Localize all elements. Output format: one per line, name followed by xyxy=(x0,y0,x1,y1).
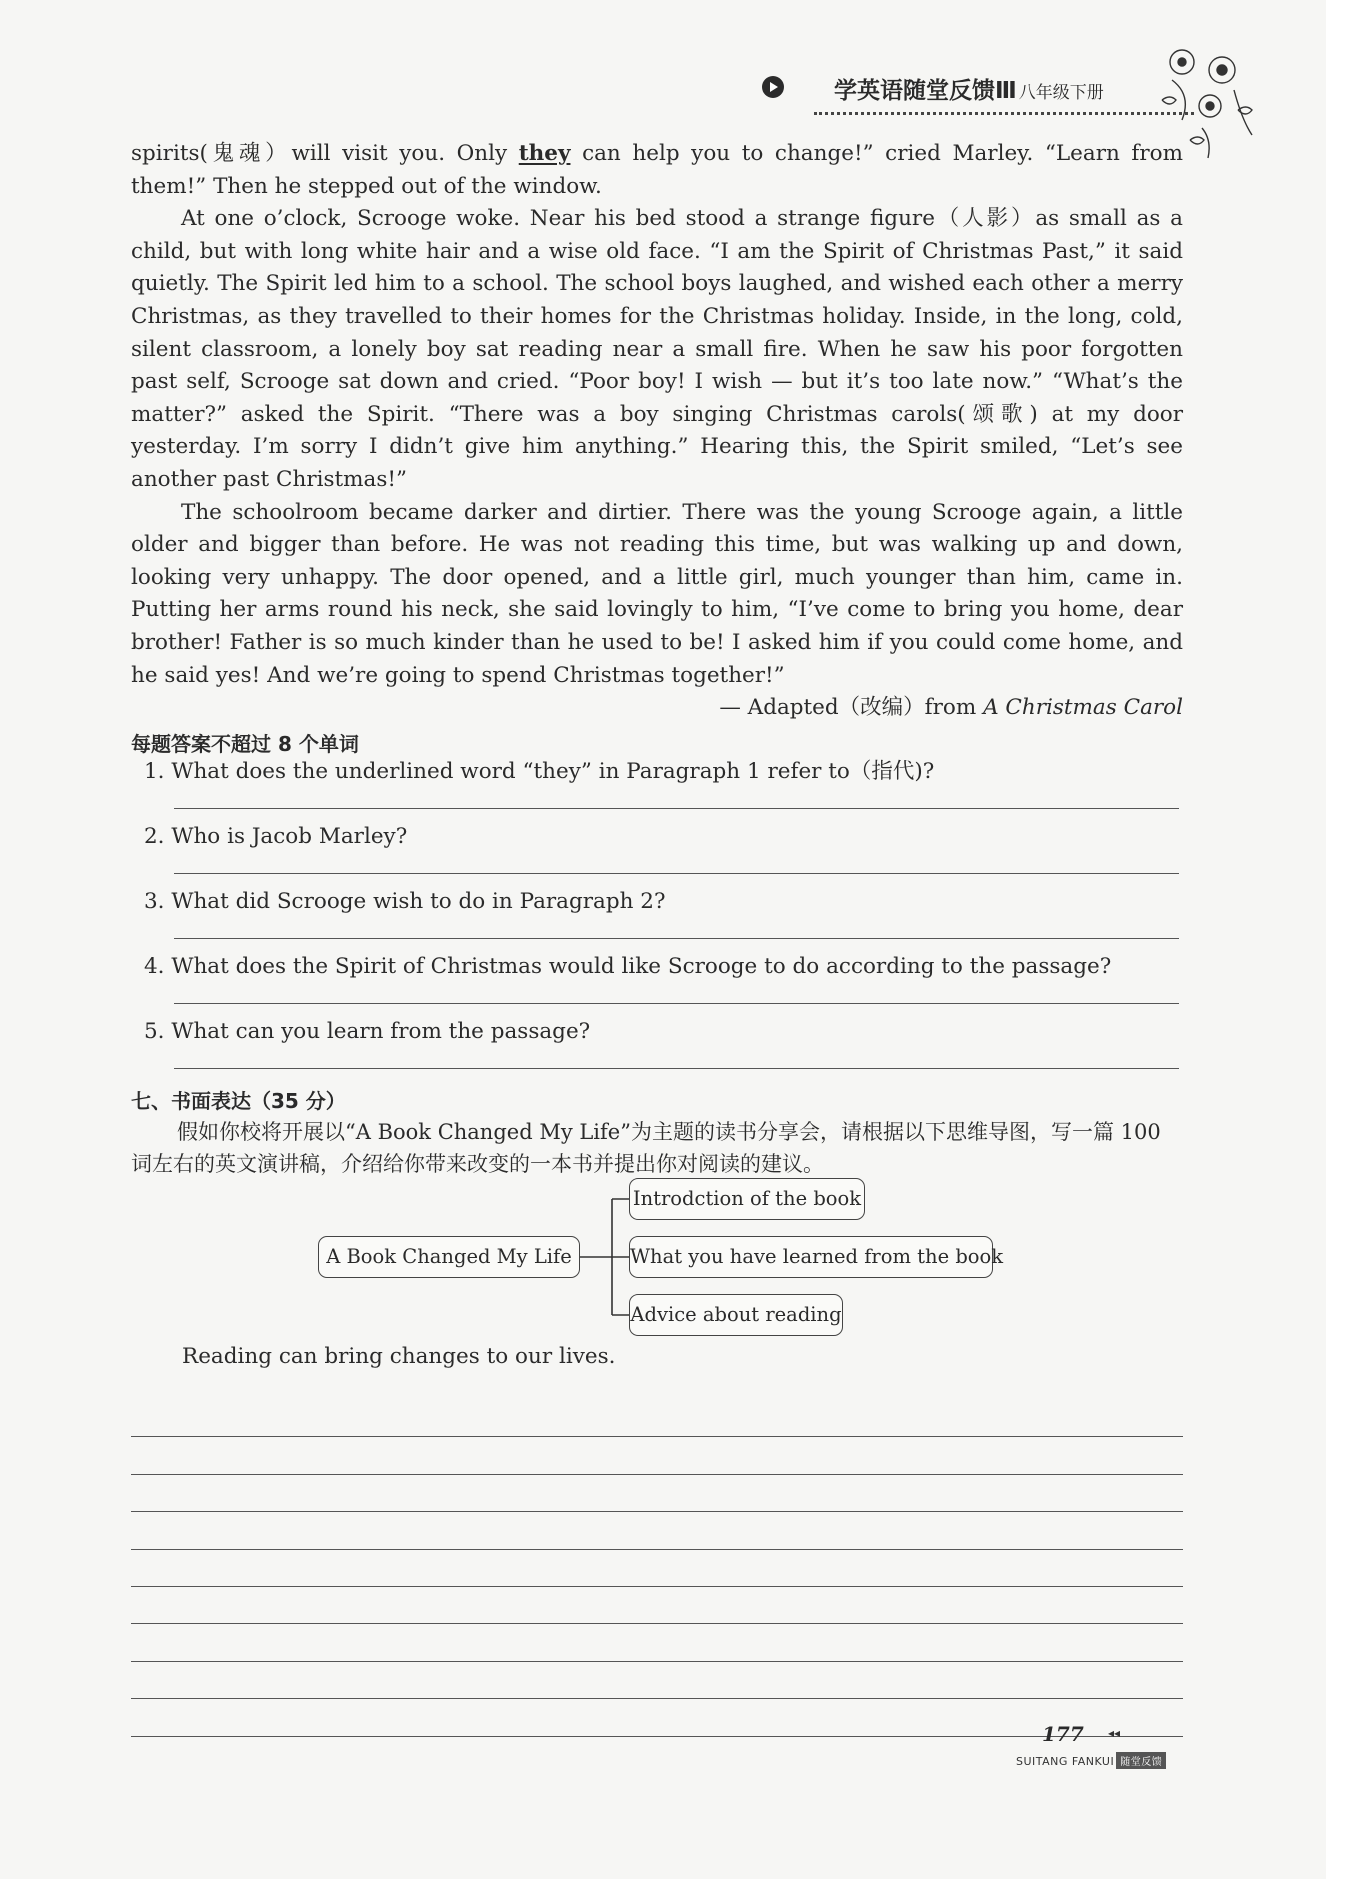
mindmap-center-node: A Book Changed My Life xyxy=(318,1236,580,1278)
question-item xyxy=(144,886,1179,951)
question-item xyxy=(144,756,1179,821)
writing-line[interactable] xyxy=(131,1475,1183,1512)
brand-chip: 随堂反馈 xyxy=(1116,1752,1166,1769)
mindmap-branch-learned: What you have learned from the book xyxy=(629,1236,993,1278)
double-arrow-left-icon: ◂◂ xyxy=(1108,1726,1121,1740)
writing-line[interactable] xyxy=(131,1400,1183,1437)
source-title: A Christmas Carol xyxy=(983,695,1183,721)
page-number: 177 xyxy=(1042,1722,1084,1746)
answer-line[interactable] xyxy=(174,1003,1179,1004)
passage-source: — Adapted（改编）from A Christmas Carol xyxy=(719,695,1183,721)
reading-passage xyxy=(131,138,1183,725)
essay-writing-area[interactable] xyxy=(131,1400,1183,1737)
paragraph-3: The schoolroom became darker and dirtier. There was the young Scrooge again, a little older and bigger than before. He was not reading this time, but was walking up and down, looking very unhappy. The door opened, and a little girl, much younger than him, came in. Putting her arms round his neck, she said lovingly to him, “I’ve come to bring you home, dear brother! Father is so much kinder than he used to be! I asked him if you could come home, and he said yes! And we’re going to spend Christmas together!” xyxy=(131,499,1183,688)
mindmap-branch-introduction: Introdction of the book xyxy=(629,1178,865,1220)
writing-line[interactable] xyxy=(131,1437,1183,1474)
answer-line[interactable] xyxy=(174,808,1179,809)
essay-opening-sentence: Reading can bring changes to our lives. xyxy=(182,1344,616,1369)
answer-line[interactable] xyxy=(174,938,1179,939)
paragraph-1: spirits(鬼魂）will visit you. Only they can help you to change!” cried Marley. “Learn from them!” Then he stepped out of the window. xyxy=(131,141,1183,199)
mindmap-branch-advice: Advice about reading xyxy=(629,1294,843,1336)
question-item xyxy=(144,1016,1179,1081)
writing-line[interactable] xyxy=(131,1662,1183,1699)
question-text: 2. Who is Jacob Marley? xyxy=(144,824,408,849)
questions-heading: 每题答案不超过 8 个单词 xyxy=(131,732,359,756)
brand-footer: SUITANG FANKUI 随堂反馈 xyxy=(1016,1752,1166,1769)
answer-line[interactable] xyxy=(174,1068,1179,1069)
writing-line[interactable] xyxy=(131,1512,1183,1549)
header-dotted-rule xyxy=(814,112,1194,115)
writing-line[interactable] xyxy=(131,1699,1183,1736)
question-item xyxy=(144,821,1179,886)
page-header xyxy=(762,72,1192,122)
writing-line[interactable] xyxy=(131,1550,1183,1587)
question-text: 1. What does the underlined word “they” in Paragraph 1 refer to（指代)? xyxy=(144,759,935,784)
writing-line[interactable] xyxy=(131,1587,1183,1624)
writing-instruction: 假如你校将开展以“A Book Changed My Life”为主题的读书分享会，请根据以下思维导图，写一篇 100 词左右的英文演讲稿，介绍给你带来改变的一本书并提出你对阅读的建议。 xyxy=(131,1120,1161,1176)
paragraph-2: At one o’clock, Scrooge woke. Near his bed stood a strange figure（人影）as small as a child, but with long white hair and a wise old face. “I am the Spirit of Christmas Past,” it said quietly. The Spirit led him to a school. The school boys laughed, and wished each other a merry Christmas, as they travelled to their homes for the Christmas holiday. Inside, in the long, cold, silent classroom, a lonely boy sat reading near a small fire. When he saw his poor forgotten past self, Scrooge sat down and cried. “Poor boy! I wish — but it’s too late now.” “What’s the matter?” asked the Spirit. “There was a boy singing Christmas carols(颂歌) at my door yesterday. I’m sorry I didn’t give him anything.” Hearing this, the Spirit smiled, “Let’s see another past Christmas!” xyxy=(131,206,1183,492)
book-title: 学英语随堂反馈Ⅲ 八年级下册 xyxy=(834,78,1104,104)
grade-label: 八年级下册 xyxy=(1018,83,1104,103)
question-text: 4. What does the Spirit of Christmas would like Scrooge to do according to the passage? xyxy=(144,954,1112,979)
answer-line[interactable] xyxy=(174,873,1179,874)
writing-line[interactable] xyxy=(131,1624,1183,1661)
question-item xyxy=(144,951,1179,1016)
question-list xyxy=(144,756,1179,1081)
question-text: 5. What can you learn from the passage? xyxy=(144,1019,591,1044)
play-circle-icon xyxy=(762,76,784,98)
writing-heading: 七、书面表达（35 分） xyxy=(131,1089,346,1113)
underlined-word-they: they xyxy=(518,141,571,166)
question-text: 3. What did Scrooge wish to do in Paragraph 2? xyxy=(144,889,666,914)
